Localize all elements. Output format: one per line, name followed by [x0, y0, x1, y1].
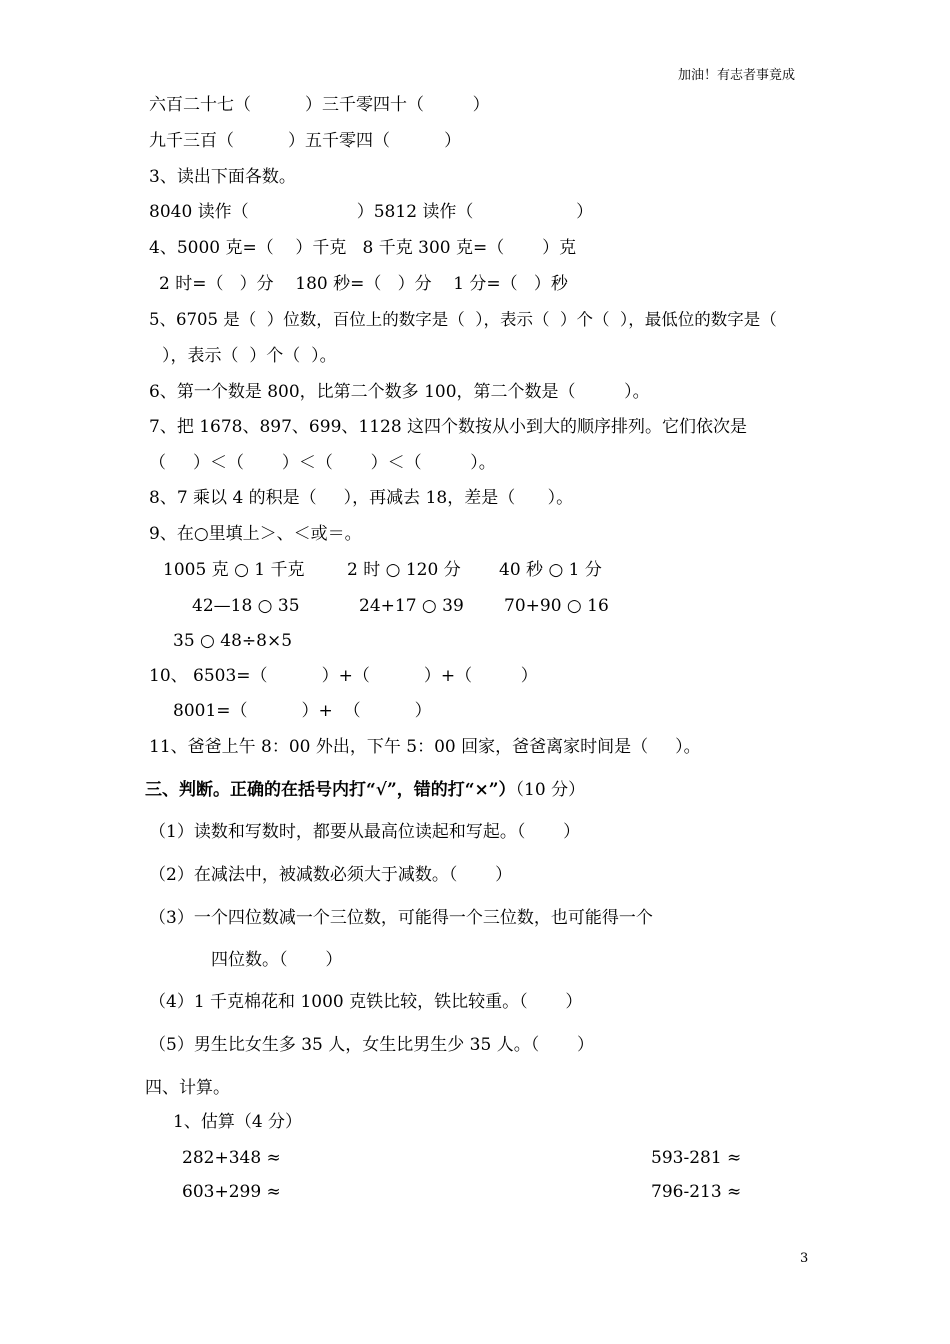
q6: 6、第一个数是 800，比第二个数多 100，第二个数是（ ）。	[149, 382, 650, 402]
q9-row1-item2: 2 时 ○ 120 分	[347, 560, 461, 580]
page-number: 3	[800, 1251, 809, 1266]
judge-item-1: （1）读数和写数时，都要从最高位读起和写起。（ ）	[149, 822, 581, 842]
estimate-left-2: 603+299 ≈	[182, 1182, 281, 1202]
q9-row2-item1: 42—18 ○ 35	[192, 596, 300, 616]
q9-row1-item1: 1005 克 ○ 1 千克	[163, 560, 305, 580]
estimate-left-1: 282+348 ≈	[182, 1148, 281, 1168]
q5-line2: ），表示（ ）个（ ）。	[162, 346, 337, 366]
q3-title: 3、读出下面各数。	[149, 167, 296, 187]
judge-item-3: （3）一个四位数减一个三位数，可能得一个三位数，也可能得一个	[149, 908, 653, 928]
estimate-right-1: 593-281 ≈	[651, 1148, 742, 1168]
q2-line1: 六百二十七（ ）三千零四十（ ）	[149, 95, 490, 115]
estimate-right-2: 796-213 ≈	[651, 1182, 742, 1202]
q10-line1: 10、 6503=（ ）+（ ）+（ ）	[149, 666, 538, 686]
section4-title: 四、计算。	[145, 1078, 230, 1098]
q7-line2: （ ）＜（ ）＜（ ）＜（ ）。	[149, 453, 496, 473]
judge-item-2: （2）在减法中，被减数必须大于减数。（ ）	[149, 865, 513, 885]
q11: 11、爸爸上午 8：00 外出，下午 5：00 回家，爸爸离家时间是（ ）。	[149, 737, 701, 757]
q4-line1: 4、5000 克=（ ）千克 8 千克 300 克=（ ）克	[149, 238, 577, 258]
q4-line2: 2 时=（ ）分 180 秒=（ ）分 1 分=（ ）秒	[159, 274, 568, 294]
q7-line1: 7、把 1678、897、699、1128 这四个数按从小到大的顺序排列。它们依次是	[149, 417, 748, 437]
q5-line1: 5、6705 是（ ）位数，百位上的数字是（ ），表示（ ）个（ ），最低位的数字是（	[149, 310, 777, 329]
section3-title: 三、判断。正确的在括号内打“√”，错的打“×”）	[145, 780, 516, 800]
q9-row3: 35 ○ 48÷8×5	[173, 631, 293, 651]
q10-line2: 8001=（ ）+ （ ）	[173, 701, 432, 721]
q2-line2: 九千三百（ ）五千零四（ ）	[149, 131, 462, 151]
header-motto: 加油！有志者事竟成	[678, 68, 796, 83]
q9-row2-item2: 24+17 ○ 39	[359, 596, 464, 616]
q3-items: 8040 读作（ ）5812 读作（ ）	[149, 202, 594, 222]
q9-row2-item3: 70+90 ○ 16	[504, 596, 609, 616]
estimate-title: 1、估算（4 分）	[173, 1112, 303, 1132]
q8: 8、7 乘以 4 的积是（ ），再减去 18，差是（ ）。	[149, 488, 574, 508]
judge-item-3-cont: 四位数。（ ）	[211, 950, 343, 970]
section3-score: （10 分）	[515, 780, 586, 800]
q9-row1-item3: 40 秒 ○ 1 分	[499, 560, 602, 580]
q9-title: 9、在○里填上＞、＜或＝。	[149, 524, 362, 544]
judge-item-5: （5）男生比女生多 35 人，女生比男生少 35 人。（ ）	[149, 1035, 595, 1055]
section3-heading	[145, 780, 585, 800]
judge-item-4: （4）1 千克棉花和 1000 克铁比较，铁比较重。（ ）	[149, 992, 583, 1012]
